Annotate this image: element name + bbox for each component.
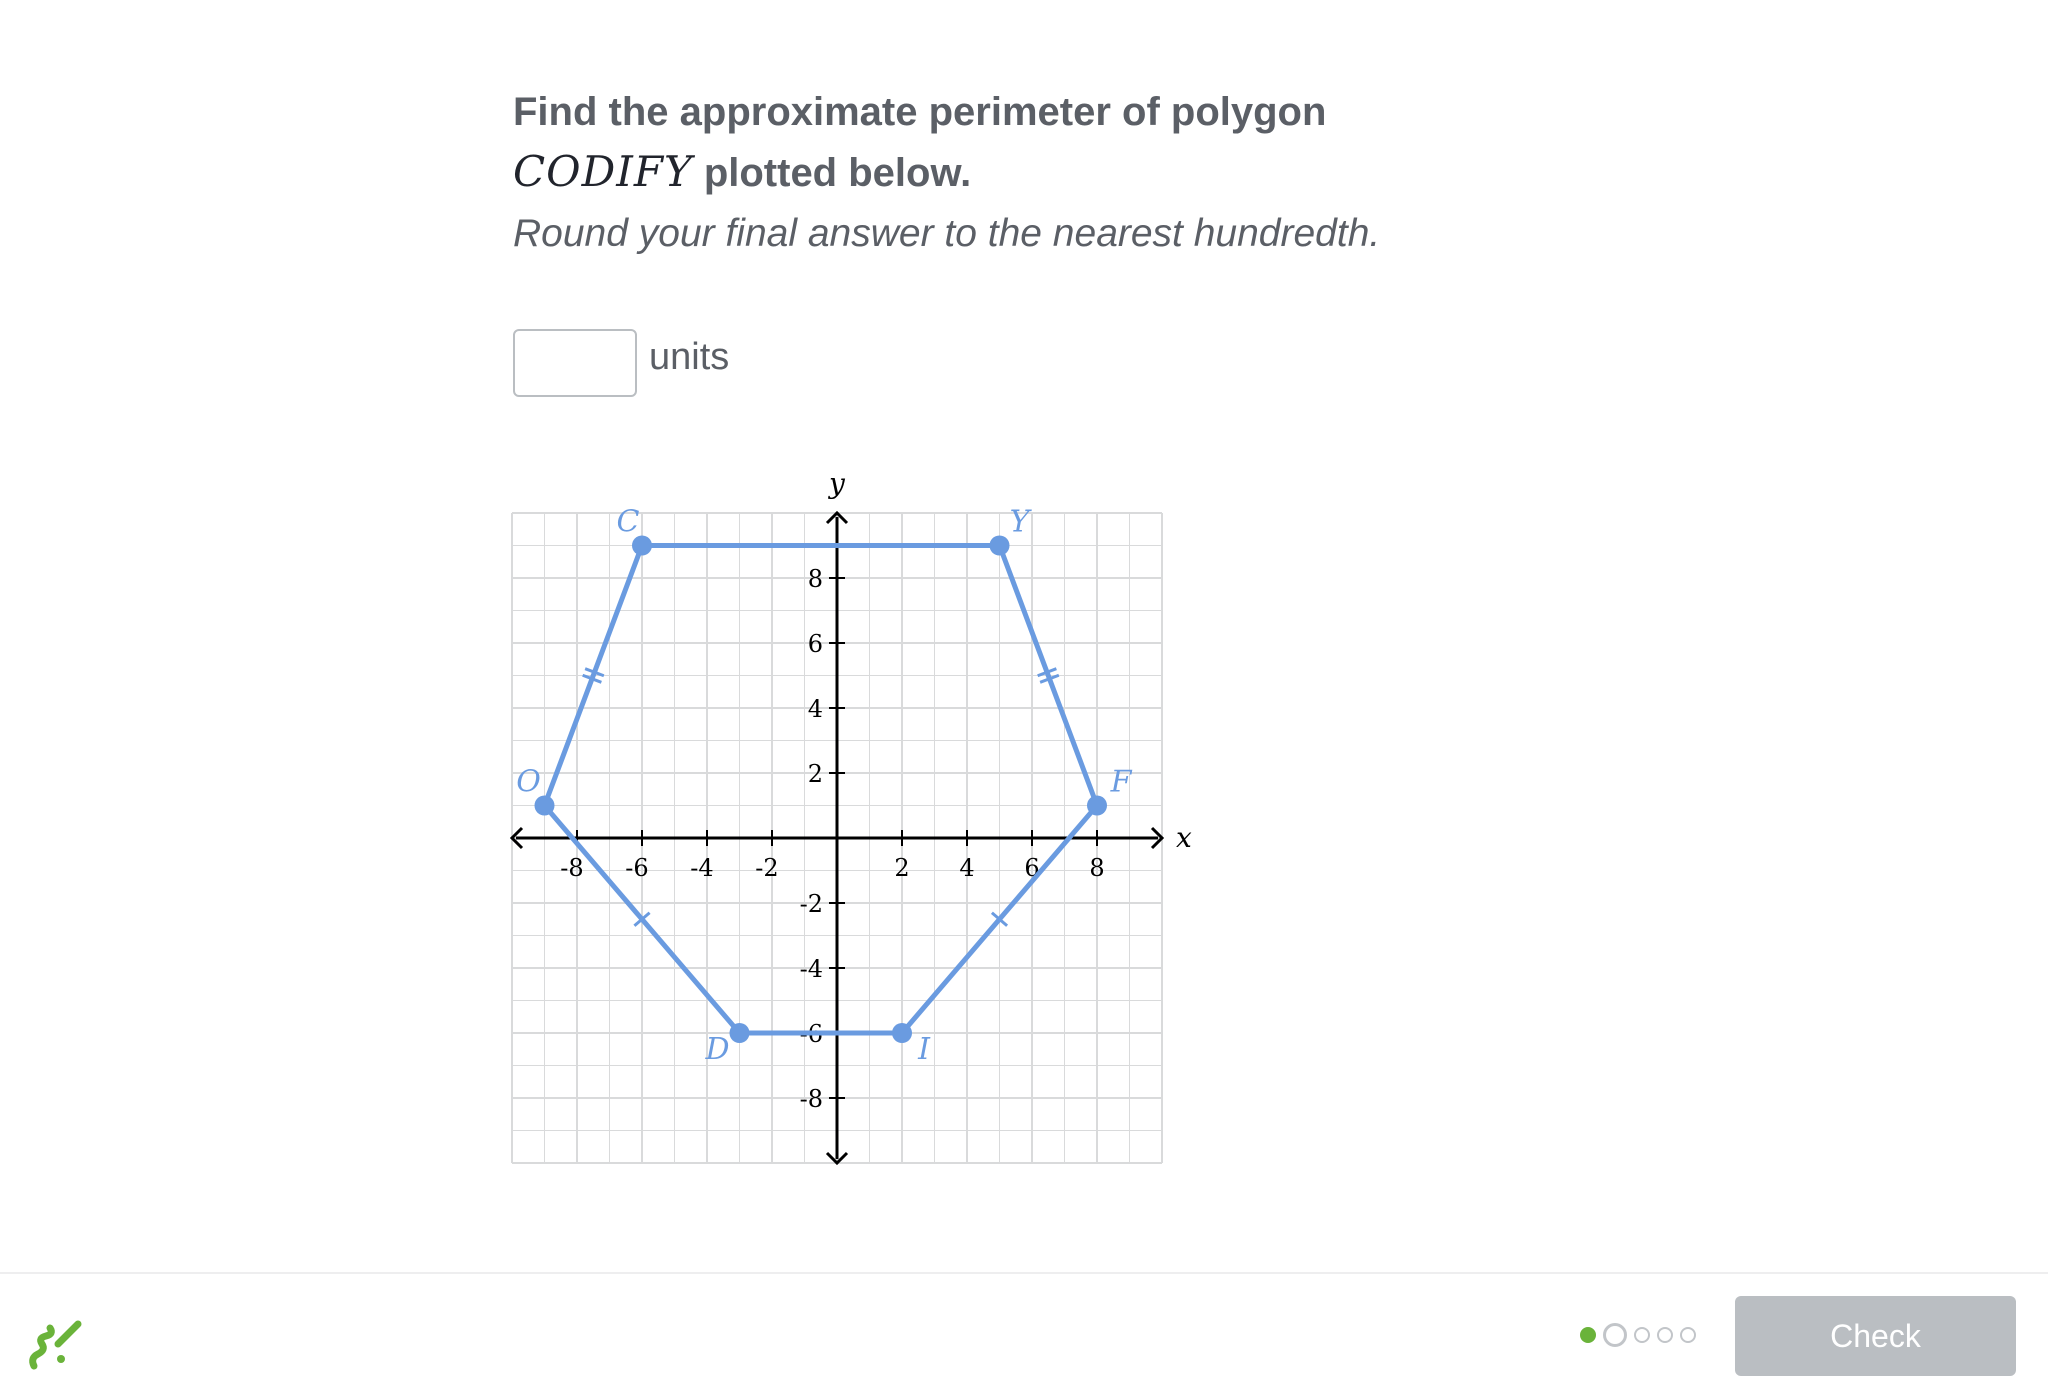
y-tick-label: -6 (799, 1020, 823, 1048)
answer-unit-label: units (649, 335, 730, 378)
check-button[interactable]: Check (1735, 1296, 2016, 1376)
progress-indicator (1580, 1322, 1703, 1348)
x-tick-label: -8 (560, 854, 584, 882)
vertex-point-f (1087, 796, 1107, 816)
vertex-label-c: C (616, 504, 640, 540)
y-tick-label: -4 (799, 955, 823, 983)
rounding-hint: Round your final answer to the nearest hundredth. (513, 212, 1381, 255)
question-text-line1: Find the approximate perimeter of polygon (513, 90, 1327, 134)
x-tick-label: 4 (959, 854, 975, 882)
progress-dot-current (1603, 1323, 1627, 1347)
progress-dot-upcoming (1680, 1327, 1696, 1343)
answer-input[interactable] (513, 329, 637, 397)
vertex-point-d (730, 1023, 750, 1043)
polygon-name: CODIFY (513, 147, 693, 196)
y-tick-label: -8 (799, 1085, 823, 1113)
y-tick-label: 2 (807, 760, 823, 788)
x-tick-label: -2 (755, 854, 779, 882)
vertex-point-i (892, 1023, 912, 1043)
x-axis-label: x (1176, 821, 1192, 854)
coordinate-graph (510, 460, 1210, 1180)
y-tick-label: 8 (807, 565, 823, 593)
vertex-label-o: O (516, 764, 541, 800)
progress-dot-completed (1580, 1327, 1596, 1343)
y-tick-label: 6 (807, 630, 823, 658)
x-tick-label: 6 (1024, 854, 1040, 882)
question-text-suffix: plotted below. (692, 151, 972, 195)
answer-row (513, 327, 729, 399)
y-axis-label: y (829, 467, 845, 500)
vertex-label-i: I (918, 1032, 930, 1067)
logo-icon (28, 1314, 84, 1372)
x-tick-label: -6 (625, 854, 649, 882)
vertex-point-y (990, 536, 1010, 556)
progress-dot-upcoming (1657, 1327, 1673, 1343)
vertex-label-f: F (1110, 764, 1132, 800)
question-text-line2 (513, 142, 1513, 203)
y-tick-label: 4 (807, 695, 823, 723)
question-prompt (513, 82, 1513, 265)
vertex-label-y: Y (1009, 504, 1030, 540)
vertex-labels (516, 505, 1132, 1068)
y-tick-label: -2 (799, 890, 823, 918)
vertex-label-d: D (705, 1032, 730, 1067)
x-tick-label: -4 (690, 854, 714, 882)
progress-dot-upcoming (1634, 1327, 1650, 1343)
footer-bar (0, 1272, 2048, 1396)
x-tick-label: 2 (894, 854, 910, 882)
x-tick-label: 8 (1089, 854, 1105, 882)
